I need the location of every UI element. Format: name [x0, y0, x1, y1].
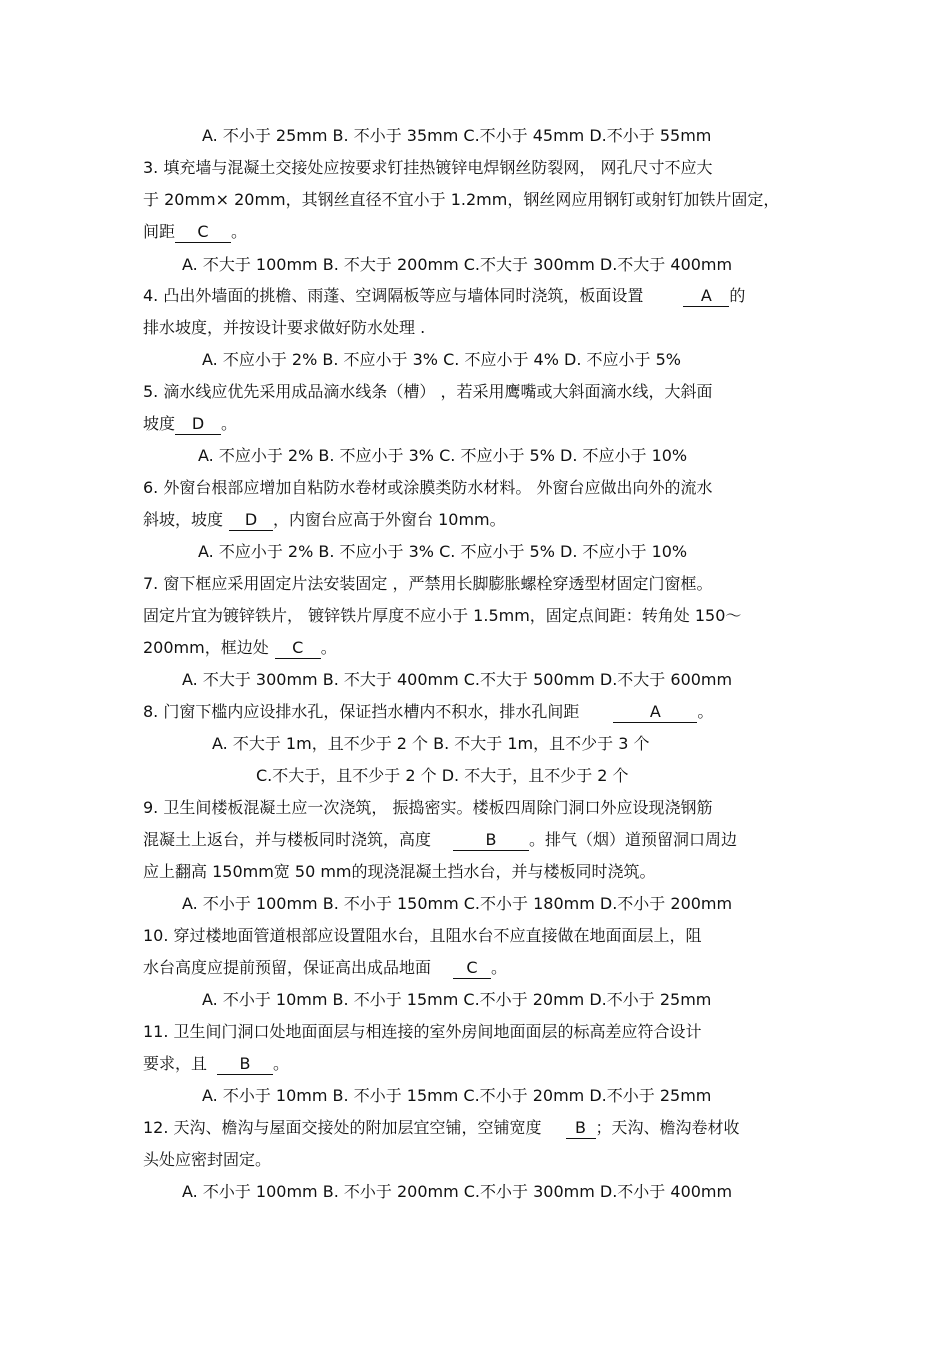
q7-answer-blank: C — [275, 638, 321, 659]
q3-text-line2: 于 20mm× 20mm，其钢丝直径不宜小于 1.2mm，钢丝网应用钢钉或射钉加铁片固定， — [143, 190, 780, 209]
q11-text-line2 — [143, 1053, 289, 1075]
q12-text-line2: 头处应密封固定。 — [143, 1150, 272, 1169]
q3-text-line1: 3. 填充墙与混凝土交接处应按要求钉挂热镀锌电焊钢丝防裂网， 网孔尺寸不应大 — [143, 158, 713, 177]
q9-text-post: 。排气（烟）道预留洞口周边 — [529, 830, 738, 849]
q3-answer-blank: C — [175, 222, 231, 243]
q7-options: A. 不大于 300mm B. 不大于 400mm C.不大于 500mm D.不大于 600mm — [182, 670, 733, 689]
q11-text-post: 。 — [273, 1054, 290, 1073]
q9-text-pre: 混凝土上返台，并与楼板同时浇筑，高度 — [143, 830, 432, 849]
q4-text-pre: 4. 凸出外墙面的挑檐、雨蓬、空调隔板等应与墙体同时浇筑，板面设置 — [143, 286, 644, 305]
q7-text-line3 — [143, 637, 337, 659]
q11-text-pre: 要求，且 — [143, 1054, 208, 1073]
q10-text-line2 — [143, 957, 507, 979]
q12-text-pre: 12. 天沟、檐沟与屋面交接处的附加层宜空铺，空铺宽度 — [143, 1118, 542, 1137]
q7-text-line1: 7. 窗下框应采用固定片法安装固定 ，严禁用长脚膨胀螺栓穿透型材固定门窗框。 — [143, 574, 713, 593]
q8-text-pre: 8. 门窗下槛内应设排水孔，保证挡水槽内不积水，排水孔间距 — [143, 702, 580, 721]
q7-text-post: 。 — [320, 638, 337, 657]
q8-text-post: 。 — [697, 702, 714, 721]
q12-answer-blank: B — [566, 1118, 596, 1139]
q8-text-line1 — [143, 701, 713, 723]
q4-text-line1 — [143, 285, 745, 307]
q12-text-post: ；天沟、檐沟卷材收 — [595, 1118, 740, 1137]
q3-text-line3 — [143, 221, 247, 243]
q10-text-line1: 10. 穿过楼地面管道根部应设置阻水台，且阻水台不应直接做在地面面层上，阻 — [143, 926, 702, 945]
q5-text-post: 。 — [221, 414, 238, 433]
q8-options-line2: C.不大于，且不少于 2 个 D. 不大于，且不少于 2 个 — [256, 766, 629, 785]
q7-text-line2: 固定片宜为镀锌铁片， 镀锌铁片厚度不应小于 1.5mm，固定点间距：转角处 150～ — [143, 606, 742, 625]
q10-answer-blank: C — [453, 958, 491, 979]
q9-options: A. 不小于 100mm B. 不小于 150mm C.不小于 180mm D.不小于 200mm — [182, 894, 733, 913]
q5-answer-blank: D — [175, 414, 221, 435]
q10-text-pre: 水台高度应提前预留，保证高出成品地面 — [143, 958, 432, 977]
q3-options: A. 不大于 100mm B. 不大于 200mm C.不大于 300mm D.不大于 400mm — [182, 255, 733, 274]
q5-text-pre: 坡度 — [143, 414, 176, 433]
q9-answer-blank: B — [453, 830, 529, 851]
q9-text-line3: 应上翻高 150mm宽 50 mm的现浇混凝土挡水台，并与楼板同时浇筑。 — [143, 862, 656, 881]
q8-answer-blank: A — [613, 702, 697, 723]
q8-options-line1: A. 不大于 1m，且不少于 2 个 B. 不大于 1m，且不少于 3 个 — [212, 734, 650, 753]
q5-text-line1: 5. 滴水线应优先采用成品滴水线条（槽） ，若采用鹰嘴或大斜面滴水线，大斜面 — [143, 382, 713, 401]
q5-options: A. 不应小于 2% B. 不应小于 3% C. 不应小于 5% D. 不应小于 10% — [198, 446, 688, 465]
q11-options: A. 不小于 10mm B. 不小于 15mm C.不小于 20mm D.不小于 25mm — [202, 1086, 712, 1105]
q4-text-post: 的 — [729, 286, 746, 305]
q9-text-line2 — [143, 829, 737, 851]
q6-text-pre: 斜坡，坡度 — [143, 510, 224, 529]
q2-options: A. 不小于 25mm B. 不小于 35mm C.不小于 45mm D.不小于 55mm — [202, 126, 712, 145]
q11-answer-blank: B — [217, 1054, 273, 1075]
q4-answer-blank: A — [683, 286, 729, 307]
q12-options: A. 不小于 100mm B. 不小于 200mm C.不小于 300mm D.不小于 400mm — [182, 1182, 733, 1201]
q7-text-pre: 200mm，框边处 — [143, 638, 269, 657]
q12-text-line1 — [143, 1117, 740, 1139]
q6-text-line1: 6. 外窗台根部应增加自粘防水卷材或涂膜类防水材料。 外窗台应做出向外的流水 — [143, 478, 713, 497]
q5-text-line2 — [143, 413, 237, 435]
q11-text-line1: 11. 卫生间门洞口处地面面层与相连接的室外房间地面面层的标高差应符合设计 — [143, 1022, 702, 1041]
q4-options: A. 不应小于 2% B. 不应小于 3% C. 不应小于 4% D. 不应小于 5% — [202, 350, 681, 369]
q6-answer-blank: D — [229, 510, 273, 531]
q10-options: A. 不小于 10mm B. 不小于 15mm C.不小于 20mm D.不小于 25mm — [202, 990, 712, 1009]
q3-text-post: 。 — [231, 222, 248, 241]
q4-text-line2: 排水坡度，并按设计要求做好防水处理 . — [143, 318, 426, 337]
q9-text-line1: 9. 卫生间楼板混凝土应一次浇筑， 振捣密实。楼板四周除门洞口外应设现浇钢筋 — [143, 798, 713, 817]
q6-text-post: ，内窗台应高于外窗台 10mm。 — [273, 510, 506, 529]
q10-text-post: 。 — [491, 958, 508, 977]
q6-options: A. 不应小于 2% B. 不应小于 3% C. 不应小于 5% D. 不应小于 10% — [198, 542, 688, 561]
q3-text-pre: 间距 — [143, 222, 176, 241]
q6-text-line2 — [143, 509, 506, 531]
